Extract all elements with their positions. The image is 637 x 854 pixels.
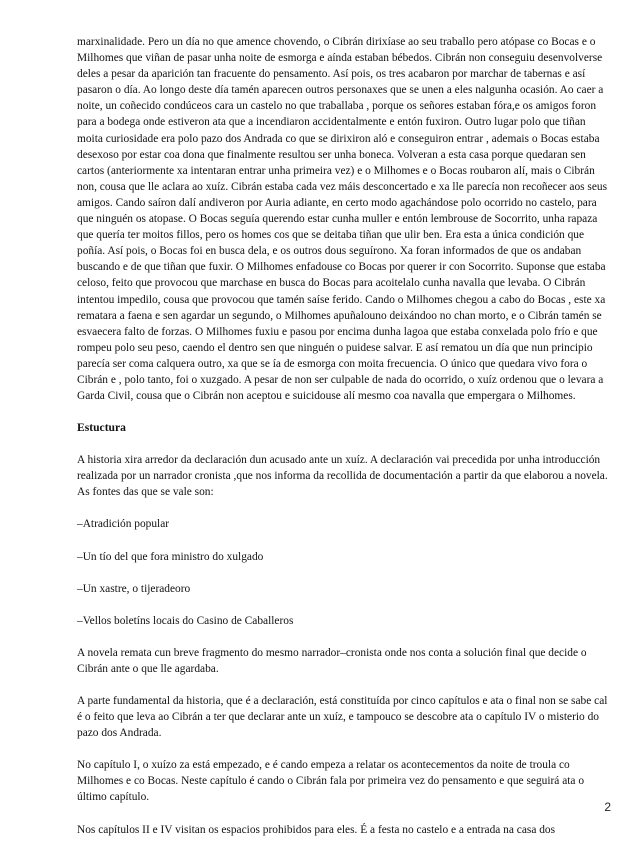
source-item: –Vellos boletíns locais do Casino de Caballeros: [77, 614, 294, 627]
declaration-paragraph: A parte fundamental da historia, que é a declaración, está constituída por cinco capítulos e ata o final non se sabe cal é o feito que leva ao Cibrán a ter que declarar ante un xuíz, e tampouco se descobre ata o capítulo IV o misterio do pazo dos Andrada.: [77, 695, 608, 740]
ending-paragraph: A novela remata cun breve fragmento do mesmo narrador–cronista onde nos conta a solución final que decide o Cibrán ante o que lle agardaba.: [77, 646, 587, 675]
section-heading-structure: Estuctura: [77, 421, 126, 435]
chapter-one-paragraph: No capítulo I, o xuízo za está empezado, e é cando empeza a relatar os acontecementos da noite de troula co Milhomes e co Bocas. Neste capítulo é cando o Cibrán fala por primeira vez do pensamento e que seguirá ata o último capítulo.: [77, 759, 585, 804]
summary-paragraph: marxinalidade. Pero un día no que amence chovendo, o Cibrán dirixíase ao seu traballo pero atópase co Bocas e o Milhomes que viñan de pasar unha noite de esmorga e aínda estaban bébedos. Cibrán non conseguiu desenvolverse deles a pesar da aparición tan fracuente do pensamento. Así pois, os tres acabaron por marchar de tabernas e así pasaron o día. Ao longo deste día tamén aparecen outros personaxes que se unen a eles nalgunha ocasión. Ao caer a noite, un coñecido condúceos cara un castelo no que traballaba , porque os señores estaban fóra,e os amigos foron para a bodega onde estiveron ata que a incendiaron accidentalmente e entón fuxiron. Outro lugar polo que tiñan moita curiosidade era polo pazo dos Andrada co que se dirixiron aló e conseguiron entrar , ademais o Bocas estaba desexoso por estar coa dona que finalmente resultou ser unha boneca. Volveran a esta casa porque quedaran sen cartos (anteriormente xa intentaran entrar unha primeira vez) e o Milhomes e o Bocas roubaron alí, mais o Cibrán non, cousa que lle aclara ao xuíz. Cibrán estaba cada vez máis desconcertado e xa lle parecía non recoñecer aos seus amigos. Cando saíron dalí andiveron por Auria adiante, en certo modo agachándose polo ocorrido no castelo, para que ninguén os atopase. O Bocas seguía querendo estar cunha muller e entón lembrouse de Socorrito, unha rapaza que quería ter moitos fillos, pero os homes cos que se deitaba tiñan que ulir ben. Era esta a única condición que poñía. Así pois, o Bocas foi en busca dela, e os outros dous seguírono. Xa foran informados de que os andaban buscando e de que tiñan que fuxir. O Milhomes enfadouse co Bocas por querer ir con Socorrito. Suponse que estaba celoso, feito que provocou que marchase en busca do Bocas para acoitelalo cunha navalla que levaba. O Cibrán intentou impedilo, cousa que provocou que tamén saíse ferido. Cando o Milhomes chegou a cabo do Bocas , este xa rematara a faena e sen agardar un segundo, o Milhomes apuñalouno deixándoo no chan morto, e o Cibrán tamén se esvaecera falto de forzas. O Milhomes fuxiu e pasou por encima dunha lagoa que estaba conxelada polo frío e que rompeu polo seu peso, caendo el dentro sen que ninguén o puidese salvar. E así rematou un día que nun principio parecía ser coma calquera outro, xa que se ía de esmorga con moita frecuencia. O único que quedara vivo fora o Cibrán e , polo tanto, foi o xuzgado. A pesar de non ser culpable de nada do ocorrido, o xuíz ordenou que o levara a Garda Civil, cousa que o Cibrán non aceptou e suicidouse alí mesmo coa navalla que empergara o Milhomes.: [77, 36, 608, 403]
structure-intro-paragraph: A historia xira arredor da declaración dun acusado ante un xuíz. A declaración vai precedida por unha introducción realizada por un narrador cronista ,que nos informa da recollida de documentación a partir da que elaborou a novela. As fontes das que se vale son:: [77, 454, 608, 499]
document-body: [77, 34, 610, 854]
source-item: –Un xastre, o tijeradeoro: [77, 582, 191, 595]
chapters-two-four-paragraph: Nos capítulos II e IV visitan os espacios prohibidos para eles. É a festa no castelo e a entrada na casa dos: [77, 823, 556, 836]
source-item: –Atradición popular: [77, 518, 170, 531]
page-number: 2: [604, 800, 611, 814]
source-item: –Un tío del que fora ministro do xulgado: [77, 550, 264, 563]
